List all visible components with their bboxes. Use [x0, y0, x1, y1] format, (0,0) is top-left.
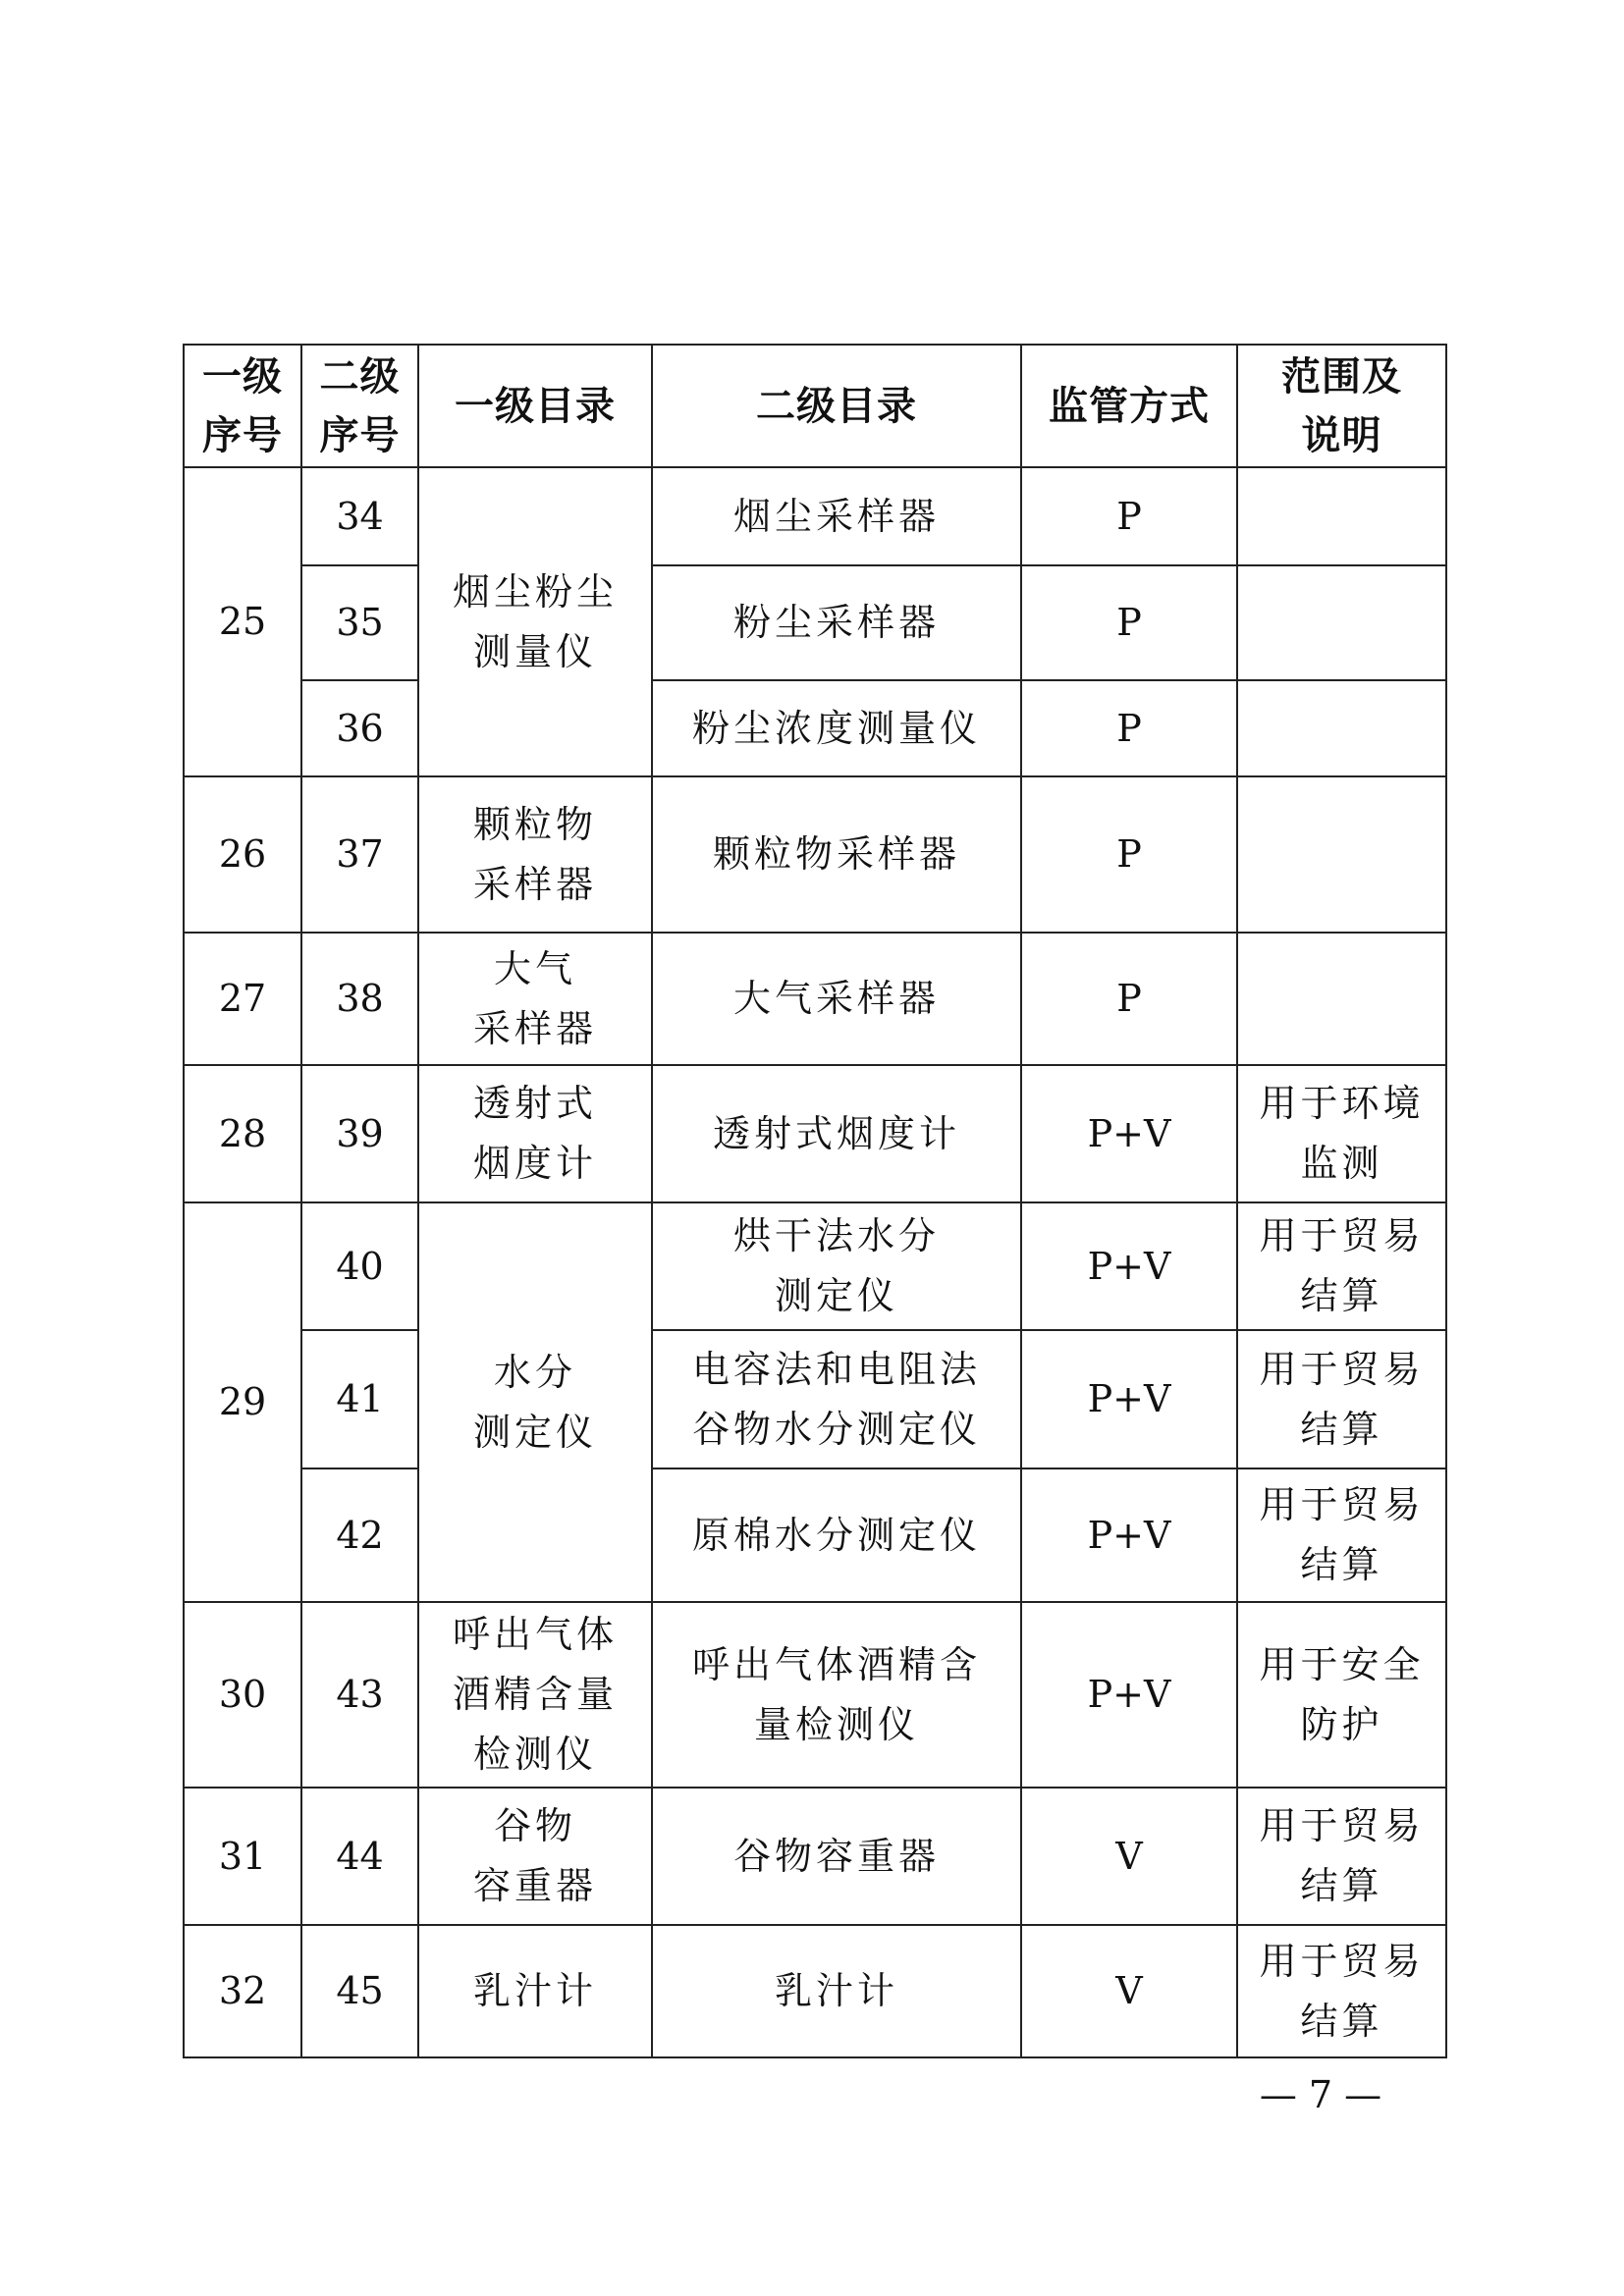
- supervision-mode-cell: P: [1021, 565, 1237, 680]
- page-number: — 7 —: [1259, 2073, 1382, 2116]
- scope-cell: 用于安全 防护: [1237, 1602, 1446, 1788]
- level2-catalog-cell: 乳汁计: [652, 1925, 1021, 2057]
- level2-number-cell: 42: [301, 1468, 418, 1602]
- level2-catalog-cell: 透射式烟度计: [652, 1065, 1021, 1202]
- level2-number-cell: 35: [301, 565, 418, 680]
- level1-number-cell: 28: [184, 1065, 301, 1202]
- level2-number-cell: 40: [301, 1202, 418, 1330]
- table-row: [184, 467, 1446, 565]
- header-supervision-mode: 监管方式: [1021, 345, 1237, 467]
- level2-catalog-cell: 粉尘浓度测量仪: [652, 680, 1021, 776]
- level2-number-cell: 34: [301, 467, 418, 565]
- header-level2-number: 二级 序号: [301, 345, 418, 467]
- level2-number-cell: 38: [301, 933, 418, 1065]
- table-row: [184, 1925, 1446, 2057]
- supervision-mode-cell: P+V: [1021, 1602, 1237, 1788]
- scope-cell: [1237, 933, 1446, 1065]
- level2-number-cell: 44: [301, 1788, 418, 1925]
- level1-catalog-cell: 水分 测定仪: [418, 1202, 652, 1602]
- level2-catalog-cell: 粉尘采样器: [652, 565, 1021, 680]
- scope-cell: 用于贸易 结算: [1237, 1468, 1446, 1602]
- supervision-mode-cell: V: [1021, 1925, 1237, 2057]
- table-row: [184, 680, 1446, 776]
- level1-catalog-cell: 颗粒物 采样器: [418, 776, 652, 933]
- scope-cell: [1237, 680, 1446, 776]
- table-row: [184, 1065, 1446, 1202]
- table-row: [184, 1330, 1446, 1468]
- supervision-mode-cell: P+V: [1021, 1330, 1237, 1468]
- table-row: [184, 1602, 1446, 1788]
- header-level2-catalog: 二级目录: [652, 345, 1021, 467]
- table-row: [184, 1468, 1446, 1602]
- supervision-mode-cell: P: [1021, 933, 1237, 1065]
- level1-catalog-cell: 透射式 烟度计: [418, 1065, 652, 1202]
- level2-number-cell: 37: [301, 776, 418, 933]
- level1-number-cell: 30: [184, 1602, 301, 1788]
- table-header-row: [184, 345, 1446, 467]
- scope-cell: [1237, 467, 1446, 565]
- level1-number-cell: 31: [184, 1788, 301, 1925]
- level2-catalog-cell: 烟尘采样器: [652, 467, 1021, 565]
- level2-catalog-cell: 原棉水分测定仪: [652, 1468, 1021, 1602]
- level1-catalog-cell: 谷物 容重器: [418, 1788, 652, 1925]
- scope-cell: [1237, 565, 1446, 680]
- scope-cell: 用于贸易 结算: [1237, 1202, 1446, 1330]
- scope-cell: 用于环境 监测: [1237, 1065, 1446, 1202]
- supervision-mode-cell: P+V: [1021, 1065, 1237, 1202]
- level1-number-cell: 26: [184, 776, 301, 933]
- supervision-mode-cell: P: [1021, 467, 1237, 565]
- level2-number-cell: 43: [301, 1602, 418, 1788]
- scope-cell: 用于贸易 结算: [1237, 1925, 1446, 2057]
- level1-number-cell: 25: [184, 467, 301, 776]
- level1-number-cell: 32: [184, 1925, 301, 2057]
- level2-catalog-cell: 大气采样器: [652, 933, 1021, 1065]
- level1-catalog-cell: 乳汁计: [418, 1925, 652, 2057]
- level2-number-cell: 36: [301, 680, 418, 776]
- level2-catalog-cell: 呼出气体酒精含 量检测仪: [652, 1602, 1021, 1788]
- header-level1-catalog: 一级目录: [418, 345, 652, 467]
- supervision-mode-cell: P+V: [1021, 1468, 1237, 1602]
- level1-catalog-cell: 烟尘粉尘 测量仪: [418, 467, 652, 776]
- supervision-mode-cell: P: [1021, 776, 1237, 933]
- supervision-mode-cell: V: [1021, 1788, 1237, 1925]
- measuring-instrument-catalog-table: [183, 344, 1447, 2058]
- level1-catalog-cell: 呼出气体 酒精含量 检测仪: [418, 1602, 652, 1788]
- level1-number-cell: 27: [184, 933, 301, 1065]
- scope-cell: 用于贸易 结算: [1237, 1788, 1446, 1925]
- level1-number-cell: 29: [184, 1202, 301, 1602]
- level2-catalog-cell: 谷物容重器: [652, 1788, 1021, 1925]
- header-level1-number: 一级 序号: [184, 345, 301, 467]
- level2-catalog-cell: 颗粒物采样器: [652, 776, 1021, 933]
- scope-cell: [1237, 776, 1446, 933]
- table-row: [184, 1202, 1446, 1330]
- level2-number-cell: 39: [301, 1065, 418, 1202]
- table-row: [184, 933, 1446, 1065]
- supervision-mode-cell: P: [1021, 680, 1237, 776]
- level2-number-cell: 45: [301, 1925, 418, 2057]
- level2-catalog-cell: 烘干法水分 测定仪: [652, 1202, 1021, 1330]
- level2-number-cell: 41: [301, 1330, 418, 1468]
- table-row: [184, 1788, 1446, 1925]
- supervision-mode-cell: P+V: [1021, 1202, 1237, 1330]
- table-row: [184, 565, 1446, 680]
- header-scope-notes: 范围及 说明: [1237, 345, 1446, 467]
- scope-cell: 用于贸易 结算: [1237, 1330, 1446, 1468]
- level2-catalog-cell: 电容法和电阻法 谷物水分测定仪: [652, 1330, 1021, 1468]
- table-row: [184, 776, 1446, 933]
- level1-catalog-cell: 大气 采样器: [418, 933, 652, 1065]
